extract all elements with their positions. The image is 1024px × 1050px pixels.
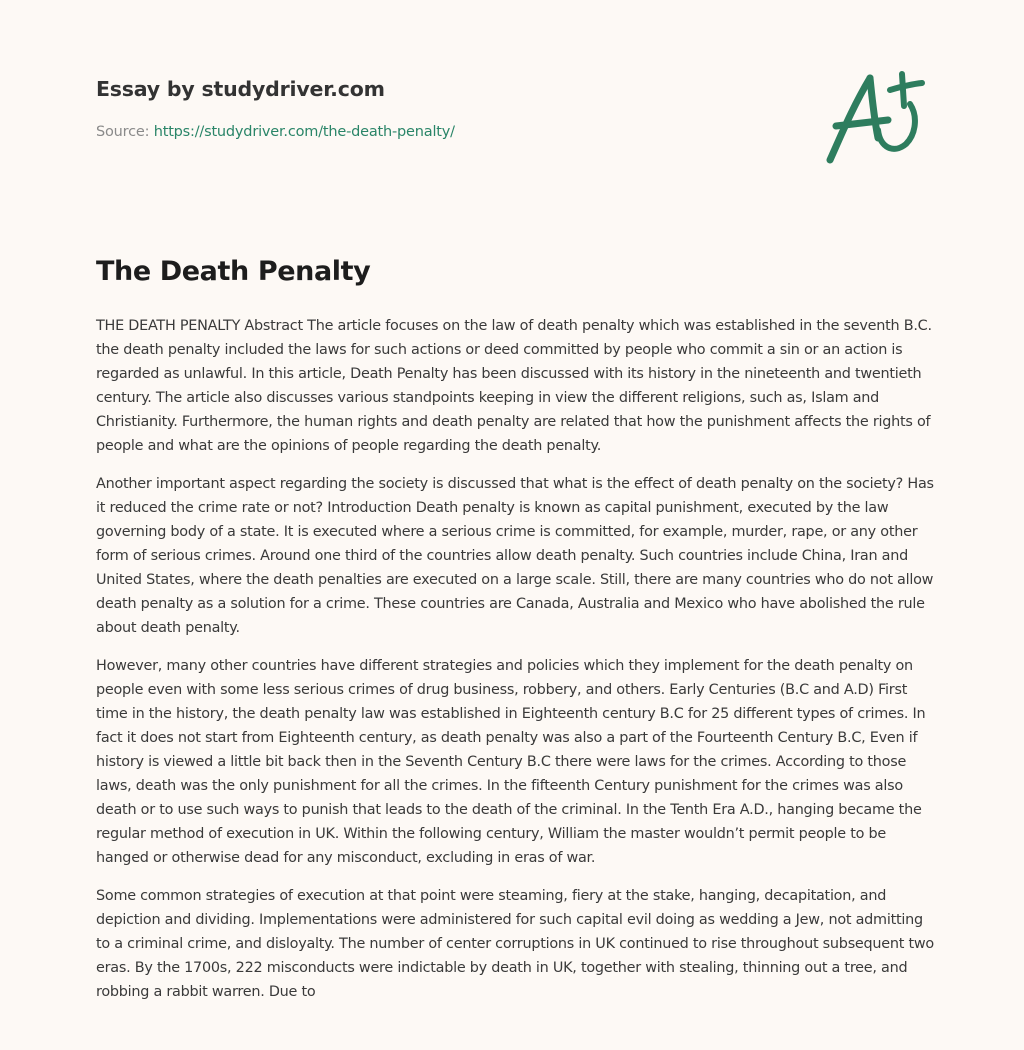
- article-paragraph: However, many other countries have different strategies and policies which they implement for the death penalty on people even with some less serious crimes of drug business, robbery, and others. Early Centuries (B.C and A.D) First time in the history, the death penalty law was established in Eighteenth century B.C for 25 different types of crimes. In fact it does not start from Eighteenth century, as death penalty was also a part of the Fourteenth Century B.C, Even if history is viewed a little bit back then in the Seventh Century B.C there were laws for the crimes. According to those laws, death was the only punishment for all the crimes. In the fifteenth Century punishment for the crimes was also death or to use such ways to punish that leads to the death of the criminal. In the Tenth Era A.D., hanging became the regular method of execution in UK. Within the following century, William the master wouldn’t permit people to be hanged or otherwise dead for any misconduct, excluding in eras of war.: [96, 658, 926, 866]
- essay-header: [96, 74, 926, 142]
- article-title: The Death Penalty: [96, 256, 371, 287]
- source-link[interactable]: https://studydriver.com/the-death-penalty/: [153, 124, 455, 140]
- article-paragraph: Another important aspect regarding the society is discussed that what is the effect of death penalty on the society? Has it reduced the crime rate or not? Introduction Death penalty is known as capital punishment, executed by the law governing body of a state. It is executed where a serious crime is committed, for example, murder, rape, or any other form of serious crimes. Around one third of the countries allow death penalty. Such countries include China, Iran and United States, where the death penalties are executed on a large scale. Still, there are many countries who do not allow death penalty as a solution for a crime. These countries are Canada, Australia and Mexico who have abolished the rule about death penalty.: [96, 476, 934, 636]
- source-line: [96, 122, 926, 142]
- site-title: Essay by studydriver.com: [96, 77, 385, 101]
- article-paragraph: Some common strategies of execution at that point were steaming, fiery at the stake, hanging, decapitation, and depiction and dividing. Implementations were administered for such capital evil doing as wedding a Jew, not admitting to a criminal crime, and disloyalty. The number of center corruptions in UK continued to rise throughout subsequent two eras. By the 1700s, 222 misconducts were indictable by death in UK, together with stealing, thinning out a tree, and robbing a rabbit warren. Due to: [96, 888, 934, 1000]
- essay-article: [96, 252, 936, 1018]
- source-label: Source:: [96, 124, 150, 140]
- a-plus-grade-icon: [822, 68, 932, 168]
- article-paragraph: THE DEATH PENALTY Abstract The article focuses on the law of death penalty which was established in the seventh B.C. the death penalty included the laws for such actions or deed committed by people who commit a sin or an action is regarded as unlawful. In this article, Death Penalty has been discussed with its history in the nineteenth and twentieth century. The article also discusses various standpoints keeping in view the different religions, such as, Islam and Christianity. Furthermore, the human rights and death penalty are related that how the punishment affects the rights of people and what are the opinions of people regarding the death penalty.: [96, 318, 932, 454]
